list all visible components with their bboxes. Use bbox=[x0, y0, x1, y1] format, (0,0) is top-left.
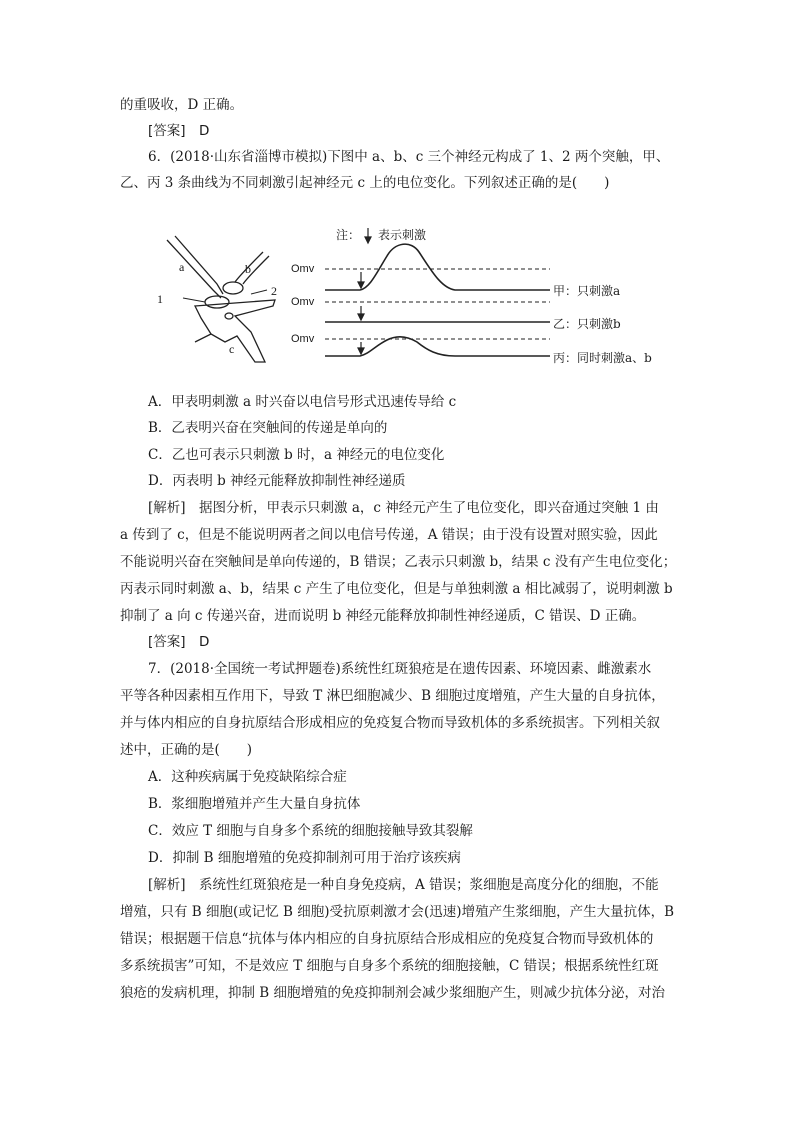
neuron-label-c: c bbox=[229, 342, 235, 356]
option-c: C．效应 T 细胞与自身多个系统的细胞接触导致其裂解 bbox=[148, 823, 473, 839]
curve-label-jia: 甲：只刺激a bbox=[553, 284, 621, 298]
option-b: B．浆细胞增殖并产生大量自身抗体 bbox=[148, 796, 361, 812]
question-7-stem-cont: 述中，正确的是( ) bbox=[120, 742, 253, 758]
option-c: C．乙也可表示只刺激 b 时，a 神经元的电位变化 bbox=[148, 447, 445, 463]
analysis-line: 错误；根据题干信息“抗体与体内相应的自身抗原结合形成相应的免疫复合物而导致机体的 bbox=[120, 931, 654, 947]
text-line: 的重吸收，D 正确。 bbox=[120, 97, 244, 113]
neuron-potential-figure bbox=[155, 222, 675, 377]
question-6-stem-cont: 乙、丙 3 条曲线为不同刺激引起神经元 c 上的电位变化。下列叙述正确的是( ) bbox=[120, 175, 610, 191]
analysis-line: [解析] 据图分析，甲表示只刺激 a，c 神经元产生了电位变化，即兴奋通过突触 1 由 bbox=[148, 500, 659, 516]
neuron-label-a: a bbox=[179, 260, 185, 274]
option-d: D．抑制 B 细胞增殖的免疫抑制剂可用于治疗该疾病 bbox=[148, 850, 461, 866]
axis-label-omv: Omv bbox=[291, 296, 315, 308]
axis-label-omv: Omv bbox=[291, 333, 315, 345]
option-d: D．丙表明 b 神经元能释放抑制性神经递质 bbox=[148, 473, 406, 489]
analysis-line: 狼疮的发病机理，抑制 B 细胞增殖的免疫抑制剂会减少浆细胞产生，则减少抗体分泌，对治 bbox=[120, 985, 666, 1001]
question-7-stem: 7．(2018·全国统一考试押题卷)系统性红斑狼疮是在遗传因素、环境因素、雌激素水 bbox=[148, 661, 652, 677]
option-b: B．乙表明兴奋在突触间的传递是单向的 bbox=[148, 420, 388, 436]
synapse-label-2: 2 bbox=[271, 284, 277, 298]
analysis-line: 抑制了 a 向 c 传递兴奋，进而说明 b 神经元能释放抑制性神经递质，C 错误、D 正确。 bbox=[120, 608, 646, 624]
analysis-line: 多系统损害”可知，不是效应 T 细胞与自身多个系统的细胞接触，C 错误；根据系统性红斑 bbox=[120, 958, 659, 974]
curve-label-bing: 丙：同时刺激a、b bbox=[553, 351, 652, 365]
analysis-line: 丙表示同时刺激 a、b，结果 c 产生了电位变化，但是与单独刺激 a 相比减弱了，说明刺激 b bbox=[120, 581, 673, 597]
answer-line: [答案] D bbox=[148, 634, 210, 650]
question-7-stem-cont: 平等各种因素相互作用下，导致 T 淋巴细胞减少、B 细胞过度增殖，产生大量的自身抗体， bbox=[120, 688, 665, 704]
synapse-label-1: 1 bbox=[157, 292, 163, 306]
analysis-line: 增殖，只有 B 细胞(或记忆 B 细胞)受抗原刺激才会(迅速)增殖产生浆细胞，产生大量抗体，B bbox=[120, 904, 674, 920]
figure-note-label: 注： bbox=[336, 228, 361, 242]
question-6-stem: 6．(2018·山东省淄博市模拟)下图中 a、b、c 三个神经元构成了 1、2 两个突触，甲、 bbox=[148, 149, 670, 165]
answer-line: [答案] D bbox=[148, 123, 210, 139]
question-7-stem-cont: 并与体内相应的自身抗原结合形成相应的免疫复合物而导致机体的多系统损害。下列相关叙 bbox=[120, 715, 660, 731]
axis-label-omv: Omv bbox=[291, 263, 315, 275]
analysis-line: [解析] 系统性红斑狼疮是一种自身免疫病，A 错误；浆细胞是高度分化的细胞，不能 bbox=[148, 877, 659, 893]
analysis-line: 不能说明兴奋在突触间是单向传递的，B 错误；乙表示只刺激 b，结果 c 没有产生电位变化； bbox=[120, 554, 677, 570]
option-a: A．这种疾病属于免疫缺陷综合症 bbox=[148, 769, 347, 785]
analysis-line: a 传到了 c，但是不能说明两者之间以电信号传递，A 错误；由于没有设置对照实验，因此 bbox=[120, 527, 658, 543]
curve-label-yi: 乙：只刺激b bbox=[553, 317, 621, 331]
neuron-label-b: b bbox=[245, 262, 251, 276]
option-a: A．甲表明刺激 a 时兴奋以电信号形式迅速传导给 c bbox=[148, 394, 457, 410]
figure-note-description: 表示刺激 bbox=[378, 228, 427, 242]
